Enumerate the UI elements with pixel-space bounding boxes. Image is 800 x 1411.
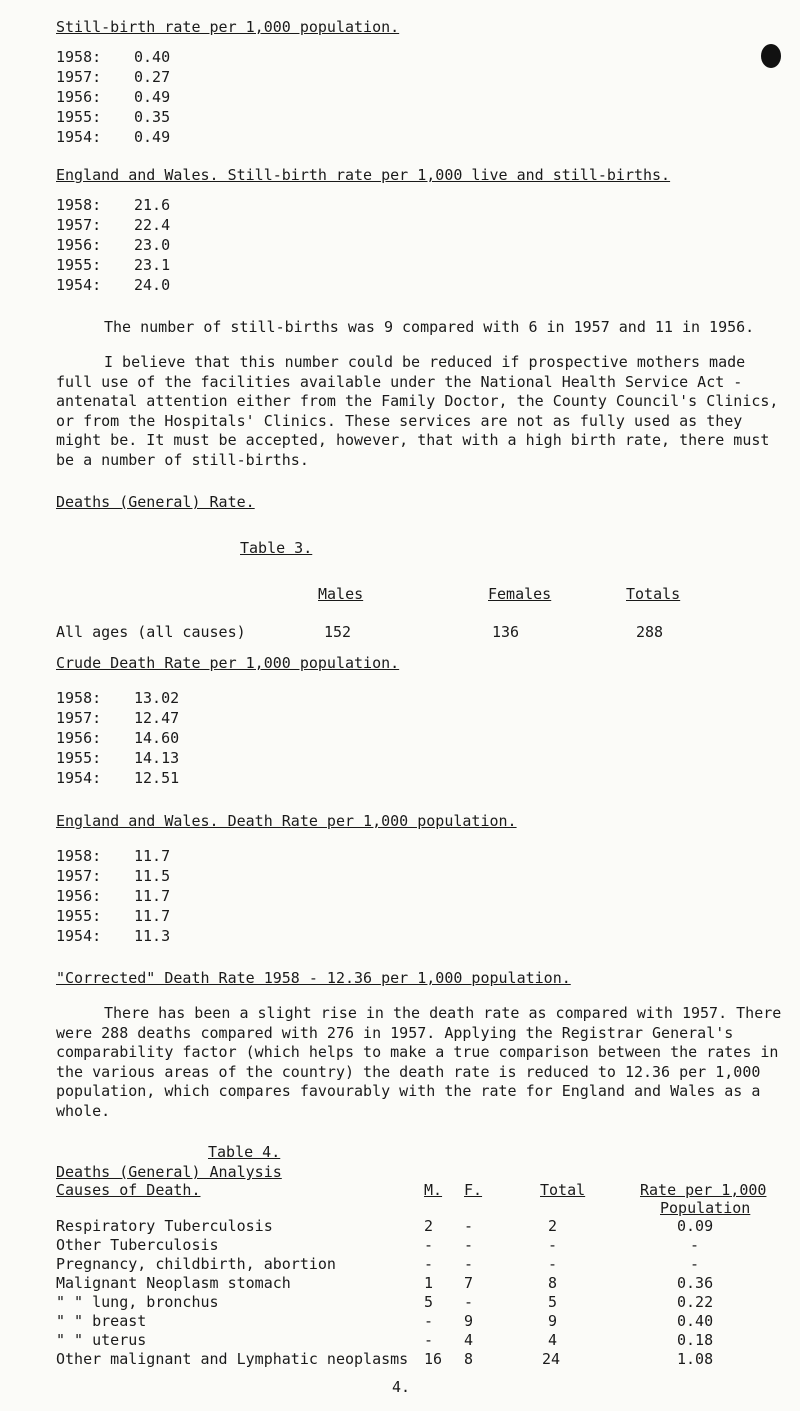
- page-number: 4.: [392, 1378, 411, 1396]
- stillbirth-rates: [56, 48, 256, 148]
- females-cell: 7: [464, 1274, 474, 1292]
- year-label: 1956:: [56, 236, 102, 254]
- males-cell: 5: [424, 1293, 434, 1311]
- table-row: [0, 1331, 800, 1351]
- rate-value: 24.0: [134, 276, 171, 294]
- year-label: 1957:: [56, 867, 102, 885]
- cause-cell: " " lung, bronchus: [56, 1293, 219, 1311]
- stillbirth-number-text: The number of still-births was 9 compared with 6 in 1957 and 11 in 1956.: [104, 318, 755, 336]
- rate-value: 11.7: [134, 887, 171, 905]
- crude-death-rates: [56, 689, 256, 789]
- corrected-death-rate: "Corrected" Death Rate 1958 - 12.36 per 1,000 population.: [56, 969, 571, 987]
- table4-heading: Deaths (General) Analysis: [56, 1163, 282, 1181]
- rate-value: 12.51: [134, 769, 180, 787]
- year-label: 1955:: [56, 256, 102, 274]
- stillbirth-heading: Still-birth rate per 1,000 population.: [56, 18, 400, 36]
- ew-death-heading: England and Wales. Death Rate per 1,000 population.: [56, 812, 517, 830]
- table-row: [0, 1293, 800, 1313]
- rate-row: [56, 729, 256, 749]
- total-cell: 5: [548, 1293, 558, 1311]
- table3-row-label: All ages (all causes): [56, 623, 246, 641]
- males-cell: 1: [424, 1274, 434, 1292]
- rate-row: [56, 128, 256, 148]
- table-row: [0, 1255, 800, 1275]
- rate-row: [56, 769, 256, 789]
- rate-row: [56, 927, 256, 947]
- year-label: 1954:: [56, 769, 102, 787]
- year-label: 1958:: [56, 689, 102, 707]
- year-label: 1958:: [56, 48, 102, 66]
- rate-row: [56, 847, 256, 867]
- males-cell: 2: [424, 1217, 434, 1235]
- rate-row: [56, 216, 256, 236]
- total-cell: 9: [548, 1312, 558, 1330]
- females-cell: 4: [464, 1331, 474, 1349]
- total-cell: 2: [548, 1217, 558, 1235]
- rate-row: [56, 88, 256, 108]
- year-label: 1955:: [56, 907, 102, 925]
- cause-cell: Respiratory Tuberculosis: [56, 1217, 273, 1235]
- males-cell: -: [424, 1236, 434, 1254]
- rate-value: 21.6: [134, 196, 171, 214]
- rate-row: [56, 709, 256, 729]
- rate-value: 11.3: [134, 927, 171, 945]
- rate-value: 0.40: [134, 48, 171, 66]
- year-label: 1958:: [56, 847, 102, 865]
- table-row: [0, 1274, 800, 1294]
- ew-death-rates: [56, 847, 256, 947]
- cause-cell: Other Tuberculosis: [56, 1236, 219, 1254]
- males-cell: -: [424, 1312, 434, 1330]
- rate-cell: -: [690, 1255, 700, 1273]
- year-label: 1955:: [56, 749, 102, 767]
- death-rate-rise-paragraph: There has been a slight rise in the death rate as compared with 1957. There were 288 deaths compared with 276 in 1957. Applying the Registrar General's comparability factor (which helps to make a true comparison between the rates in the various areas of the country) the death rate is reduced to 12.36 per 1,000 population, which compares favourably with the rate for England and Wales as a whole.: [56, 1004, 782, 1120]
- table3-header-males: Males: [318, 585, 364, 603]
- table-row: [0, 1236, 800, 1256]
- rate-row: [56, 68, 256, 88]
- rate-value: 0.35: [134, 108, 171, 126]
- rate-value: 23.1: [134, 256, 171, 274]
- females-cell: 9: [464, 1312, 474, 1330]
- cause-cell: " " uterus: [56, 1331, 147, 1349]
- males-cell: -: [424, 1331, 434, 1349]
- rate-value: 11.5: [134, 867, 171, 885]
- rate-cell: 0.22: [677, 1293, 714, 1311]
- rate-value: 12.47: [134, 709, 180, 727]
- rate-cell: 0.40: [677, 1312, 714, 1330]
- rate-value: 0.49: [134, 128, 171, 146]
- rate-value: 0.27: [134, 68, 171, 86]
- rate-cell: 1.08: [677, 1350, 714, 1368]
- table-row: [0, 1350, 800, 1370]
- year-label: 1956:: [56, 88, 102, 106]
- rate-row: [56, 867, 256, 887]
- table4-col-total: Total: [540, 1181, 586, 1199]
- rate-row: [56, 689, 256, 709]
- rate-value: 13.02: [134, 689, 180, 707]
- rate-value: 14.13: [134, 749, 180, 767]
- rate-value: 14.60: [134, 729, 180, 747]
- females-cell: -: [464, 1255, 474, 1273]
- females-cell: 8: [464, 1350, 474, 1368]
- rate-cell: 0.09: [677, 1217, 714, 1235]
- crude-death-heading: Crude Death Rate per 1,000 population.: [56, 654, 400, 672]
- table3-header-totals: Totals: [626, 585, 681, 603]
- rate-row: [56, 749, 256, 769]
- table-row: [0, 1217, 800, 1237]
- males-cell: 16: [424, 1350, 443, 1368]
- rate-cell: 0.18: [677, 1331, 714, 1349]
- rate-row: [56, 196, 256, 216]
- ew-stillbirth-rates: [56, 196, 256, 296]
- deaths-heading: Deaths (General) Rate.: [56, 493, 255, 511]
- year-label: 1957:: [56, 709, 102, 727]
- year-label: 1958:: [56, 196, 102, 214]
- rate-cell: -: [690, 1236, 700, 1254]
- table4-col-rate: Rate per 1,000: [640, 1181, 767, 1199]
- table4-causes-label: Causes of Death.: [56, 1181, 201, 1199]
- cause-cell: Pregnancy, childbirth, abortion: [56, 1255, 336, 1273]
- males-cell: -: [424, 1255, 434, 1273]
- rate-row: [56, 108, 256, 128]
- total-cell: 8: [548, 1274, 558, 1292]
- cause-cell: Other malignant and Lymphatic neoplasms: [56, 1350, 409, 1368]
- females-cell: -: [464, 1236, 474, 1254]
- rate-row: [56, 907, 256, 927]
- ew-stillbirth-heading: England and Wales. Still-birth rate per 1,000 live and still-births.: [56, 166, 671, 184]
- table4-col-rate-population: Population: [660, 1199, 751, 1217]
- rate-value: 0.49: [134, 88, 171, 106]
- rate-row: [56, 48, 256, 68]
- table4-col-males: M.: [424, 1181, 443, 1199]
- rate-row: [56, 276, 256, 296]
- rate-value: 22.4: [134, 216, 171, 234]
- cause-cell: " " breast: [56, 1312, 147, 1330]
- total-cell: -: [548, 1255, 558, 1273]
- year-label: 1957:: [56, 216, 102, 234]
- females-cell: -: [464, 1293, 474, 1311]
- table3-totals-value: 288: [636, 623, 664, 641]
- year-label: 1957:: [56, 68, 102, 86]
- table3-males-value: 152: [324, 623, 352, 641]
- rate-row: [56, 256, 256, 276]
- rate-row: [56, 887, 256, 907]
- cause-cell: Malignant Neoplasm stomach: [56, 1274, 291, 1292]
- year-label: 1954:: [56, 128, 102, 146]
- rate-cell: 0.36: [677, 1274, 714, 1292]
- table4-title: Table 4.: [208, 1143, 281, 1161]
- total-cell: -: [548, 1236, 558, 1254]
- rate-row: [56, 236, 256, 256]
- table-row: [0, 1312, 800, 1332]
- table3-title: Table 3.: [240, 539, 313, 557]
- rate-value: 23.0: [134, 236, 171, 254]
- year-label: 1956:: [56, 887, 102, 905]
- year-label: 1954:: [56, 276, 102, 294]
- table3-females-value: 136: [492, 623, 520, 641]
- year-label: 1954:: [56, 927, 102, 945]
- table4-col-females: F.: [464, 1181, 483, 1199]
- females-cell: -: [464, 1217, 474, 1235]
- stillbirth-belief-paragraph: I believe that this number could be reduced if prospective mothers made full use of the facilities available under the National Health Service Act - antenatal attention either from the Family Doctor, the County Council's Clinics, or from the Hospitals' Clinics. These services are not as fully used as they might be. It must be accepted, however, that with a high birth rate, there must be a number of still-births.: [56, 353, 779, 469]
- year-label: 1955:: [56, 108, 102, 126]
- table3-header-females: Females: [488, 585, 552, 603]
- year-label: 1956:: [56, 729, 102, 747]
- punch-hole-mark: [761, 44, 781, 68]
- rate-value: 11.7: [134, 907, 171, 925]
- total-cell: 24: [542, 1350, 561, 1368]
- total-cell: 4: [548, 1331, 558, 1349]
- rate-value: 11.7: [134, 847, 171, 865]
